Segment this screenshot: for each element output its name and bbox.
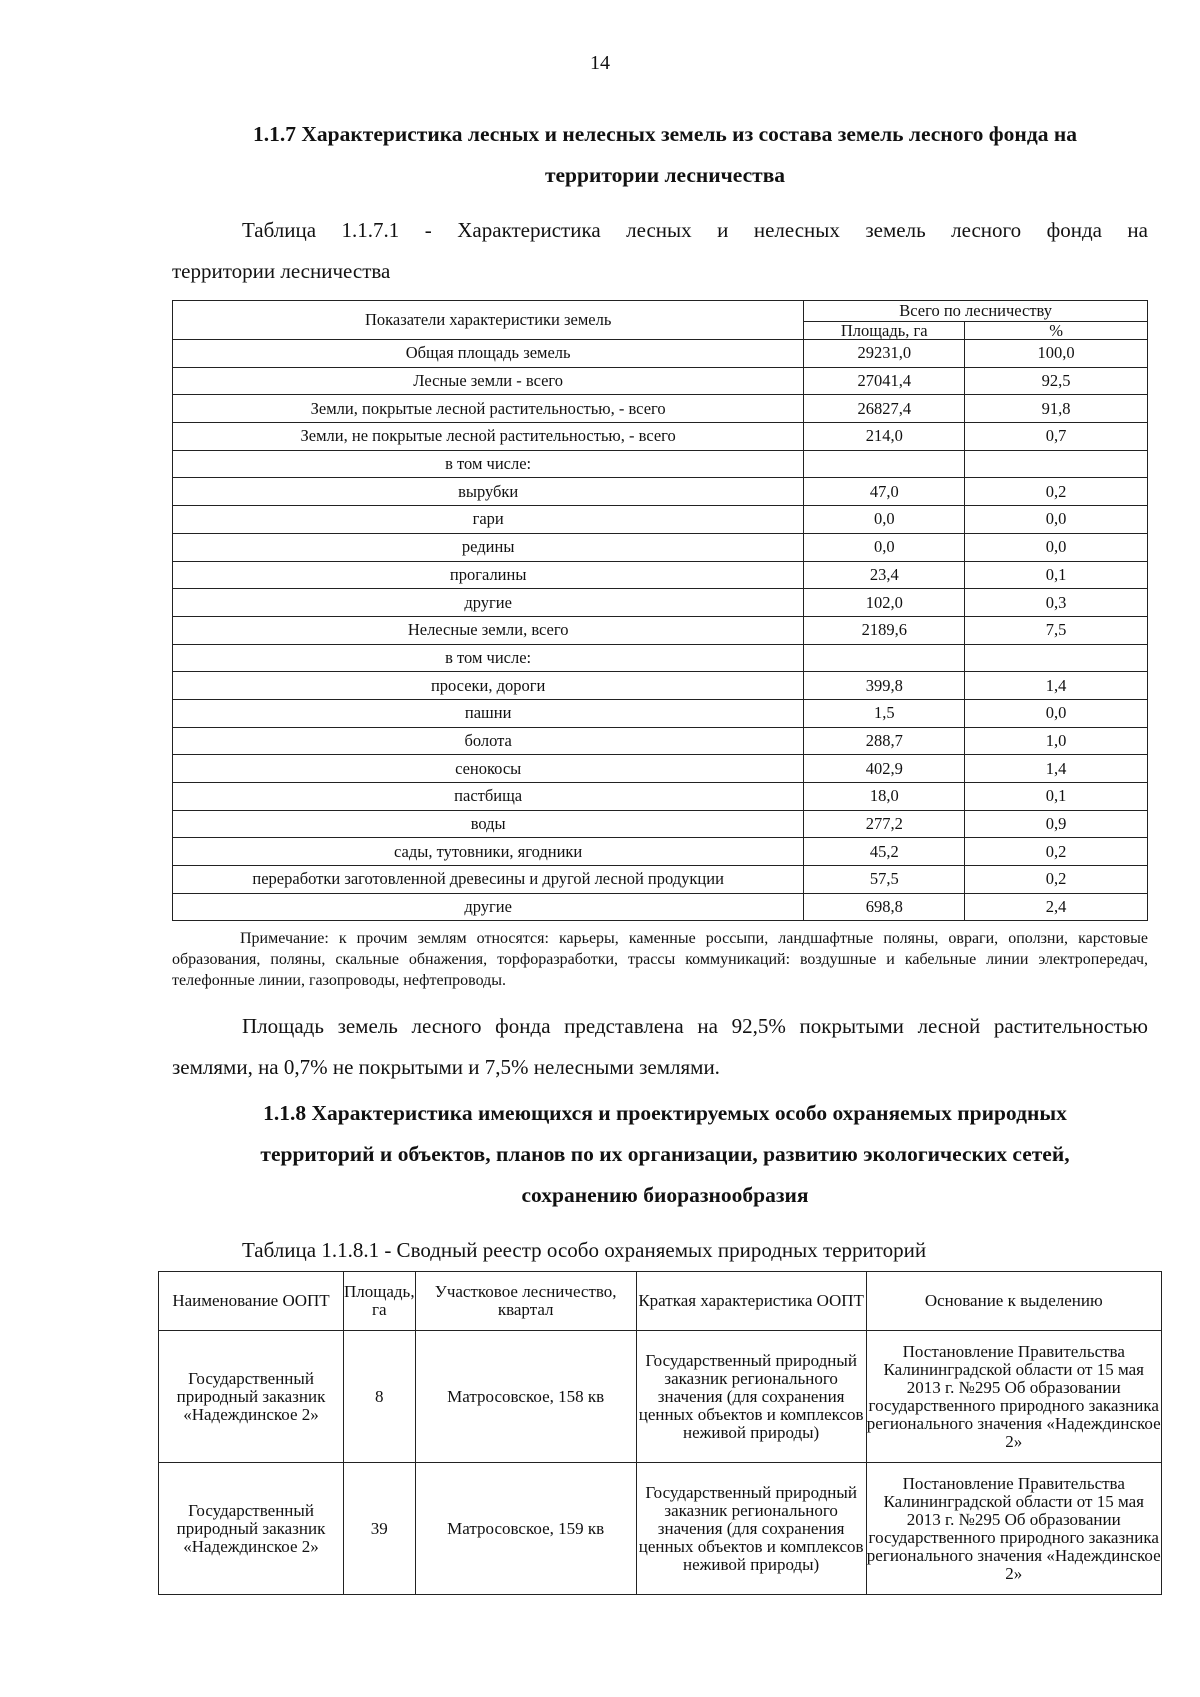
table-row xyxy=(173,727,1148,755)
table-row xyxy=(173,506,1148,534)
cell-percent: 1,0 xyxy=(965,727,1148,755)
cell-percent: 1,4 xyxy=(965,755,1148,783)
table-row xyxy=(173,644,1148,672)
cell-area: 399,8 xyxy=(804,672,965,700)
column-header-description: Краткая характеристика ООПТ xyxy=(636,1272,866,1331)
cell-label: пашни xyxy=(173,699,804,727)
cell-percent xyxy=(965,644,1148,672)
section-heading-1-1-8 xyxy=(150,1093,1180,1216)
cell-label: другие xyxy=(173,893,804,921)
table-body xyxy=(159,1331,1162,1595)
column-header-name: Наименование ООПТ xyxy=(159,1272,344,1331)
table-row xyxy=(173,699,1148,727)
cell-percent: 91,8 xyxy=(965,395,1148,423)
column-header-area: Площадь, га xyxy=(344,1272,416,1331)
cell-percent: 0,1 xyxy=(965,783,1148,811)
cell-percent: 0,2 xyxy=(965,866,1148,894)
heading-line: 1.1.8 Характеристика имеющихся и проектируемых особо охраняемых природных xyxy=(263,1101,1067,1125)
heading-line: 1.1.7 Характеристика лесных и нелесных земель из состава земель лесного фонда на xyxy=(253,122,1077,146)
table-row xyxy=(159,1331,1162,1463)
table-row xyxy=(173,340,1148,368)
cell-forestry: Матросовское, 159 кв xyxy=(415,1463,636,1595)
cell-description: Государственный природный заказник регионального значения (для сохранения ценных объектов и комплексов неживой природы) xyxy=(636,1463,866,1595)
table-note xyxy=(172,928,1148,991)
cell-label: Земли, не покрытые лесной растительностью, - всего xyxy=(173,423,804,451)
cell-basis: Постановление Правительства Калининградской области от 15 мая 2013 г. №295 Об образовании государственного природного заказника регионального значения «Надеждинское 2» xyxy=(866,1463,1162,1595)
section-heading-1-1-7 xyxy=(170,114,1160,196)
cell-area: 29231,0 xyxy=(804,340,965,368)
note-text: Примечание: к прочим землям относятся: карьеры, каменные россыпи, ландшафтные поляны, овраги, оползни, карстовые образования, поляны, скальные обнажения, торфоразработки, трассы коммуникаций: воздушные и кабельные линии электропередач, телефонные линии, газопроводы, нефтепроводы. xyxy=(172,930,1148,989)
cell-area: 26827,4 xyxy=(804,395,965,423)
cell-area: 698,8 xyxy=(804,893,965,921)
cell-percent: 0,2 xyxy=(965,478,1148,506)
cell-area: 27041,4 xyxy=(804,367,965,395)
cell-label: воды xyxy=(173,810,804,838)
cell-percent: 0,0 xyxy=(965,699,1148,727)
cell-label: болота xyxy=(173,727,804,755)
column-header-area: Площадь, га xyxy=(804,322,965,340)
heading-line: территории лесничества xyxy=(544,163,786,187)
cell-percent: 2,4 xyxy=(965,893,1148,921)
cell-label: переработки заготовленной древесины и другой лесной продукции xyxy=(173,866,804,894)
table-header-row xyxy=(159,1272,1162,1331)
cell-percent: 7,5 xyxy=(965,616,1148,644)
table-row xyxy=(173,838,1148,866)
cell-label: в том числе: xyxy=(173,644,804,672)
column-header-forestry: Участковое лесничество, квартал xyxy=(415,1272,636,1331)
table-2-caption: Таблица 1.1.8.1 - Сводный реестр особо охраняемых природных территорий xyxy=(242,1238,927,1262)
cell-label: пастбища xyxy=(173,783,804,811)
cell-percent: 92,5 xyxy=(965,367,1148,395)
table-row xyxy=(173,423,1148,451)
cell-forestry: Матросовское, 158 кв xyxy=(415,1331,636,1463)
cell-area: 2189,6 xyxy=(804,616,965,644)
land-characteristics-table xyxy=(172,300,1148,921)
cell-area: 214,0 xyxy=(804,423,965,451)
protected-areas-table xyxy=(158,1271,1162,1595)
summary-paragraph: Площадь земель лесного фонда представлена на 92,5% покрытыми лесной растительностью землями, на 0,7% не покрытыми и 7,5% нелесными землями. xyxy=(172,1014,1148,1079)
cell-percent: 0,0 xyxy=(965,506,1148,534)
cell-area xyxy=(804,450,965,478)
table-row xyxy=(173,783,1148,811)
table-row xyxy=(173,395,1148,423)
cell-description: Государственный природный заказник регионального значения (для сохранения ценных объектов и комплексов неживой природы) xyxy=(636,1331,866,1463)
table-row xyxy=(173,533,1148,561)
table-row xyxy=(173,450,1148,478)
cell-area: 1,5 xyxy=(804,699,965,727)
cell-label: сады, тутовники, ягодники xyxy=(173,838,804,866)
table-row xyxy=(173,561,1148,589)
cell-label: редины xyxy=(173,533,804,561)
cell-percent: 0,3 xyxy=(965,589,1148,617)
cell-label: вырубки xyxy=(173,478,804,506)
cell-area: 47,0 xyxy=(804,478,965,506)
cell-area: 18,0 xyxy=(804,783,965,811)
cell-percent: 1,4 xyxy=(965,672,1148,700)
cell-percent: 0,1 xyxy=(965,561,1148,589)
cell-label: Общая площадь земель xyxy=(173,340,804,368)
table-1-caption: Таблица 1.1.7.1 - Характеристика лесных и нелесных земель лесного фонда на xyxy=(242,218,1148,242)
cell-label: сенокосы xyxy=(173,755,804,783)
table-row xyxy=(173,893,1148,921)
cell-area: 45,2 xyxy=(804,838,965,866)
table-row xyxy=(173,755,1148,783)
cell-percent: 0,7 xyxy=(965,423,1148,451)
cell-area: 8 xyxy=(344,1331,416,1463)
cell-name: Государственный природный заказник «Надеждинское 2» xyxy=(159,1463,344,1595)
cell-percent: 0,9 xyxy=(965,810,1148,838)
cell-area xyxy=(804,644,965,672)
cell-name: Государственный природный заказник «Надеждинское 2» xyxy=(159,1331,344,1463)
cell-label: Лесные земли - всего xyxy=(173,367,804,395)
table-body xyxy=(173,340,1148,921)
cell-label: прогалины xyxy=(173,561,804,589)
cell-area: 57,5 xyxy=(804,866,965,894)
table-row xyxy=(173,672,1148,700)
table-row xyxy=(173,367,1148,395)
table-row xyxy=(173,478,1148,506)
cell-area: 402,9 xyxy=(804,755,965,783)
table-row xyxy=(173,589,1148,617)
table-header-row xyxy=(173,301,1148,322)
cell-area: 0,0 xyxy=(804,506,965,534)
cell-area: 23,4 xyxy=(804,561,965,589)
cell-label: Земли, покрытые лесной растительностью, - всего xyxy=(173,395,804,423)
cell-percent: 0,0 xyxy=(965,533,1148,561)
cell-label: другие xyxy=(173,589,804,617)
page-number: 14 xyxy=(590,52,610,74)
cell-area: 102,0 xyxy=(804,589,965,617)
heading-line: территорий и объектов, планов по их организации, развитию экологических сетей, xyxy=(260,1142,1070,1166)
table-row xyxy=(159,1463,1162,1595)
cell-label: Нелесные земли, всего xyxy=(173,616,804,644)
column-header-basis: Основание к выделению xyxy=(866,1272,1162,1331)
cell-percent: 0,2 xyxy=(965,838,1148,866)
cell-label: гари xyxy=(173,506,804,534)
cell-area: 277,2 xyxy=(804,810,965,838)
heading-line: сохранению биоразнообразия xyxy=(521,1183,809,1207)
cell-area: 288,7 xyxy=(804,727,965,755)
cell-label: в том числе: xyxy=(173,450,804,478)
table-row xyxy=(173,616,1148,644)
table-row xyxy=(173,810,1148,838)
cell-percent: 100,0 xyxy=(965,340,1148,368)
column-header-indicator: Показатели характеристики земель xyxy=(173,301,804,340)
cell-area: 39 xyxy=(344,1463,416,1595)
cell-percent xyxy=(965,450,1148,478)
cell-label: просеки, дороги xyxy=(173,672,804,700)
table-row xyxy=(173,866,1148,894)
table-1-caption-cont: территории лесничества xyxy=(172,259,391,283)
column-header-percent: % xyxy=(965,322,1148,340)
cell-area: 0,0 xyxy=(804,533,965,561)
column-header-group: Всего по лесничеству xyxy=(804,301,1148,322)
cell-basis: Постановление Правительства Калининградской области от 15 мая 2013 г. №295 Об образовании государственного природного заказника регионального значения «Надеждинское 2» xyxy=(866,1331,1162,1463)
